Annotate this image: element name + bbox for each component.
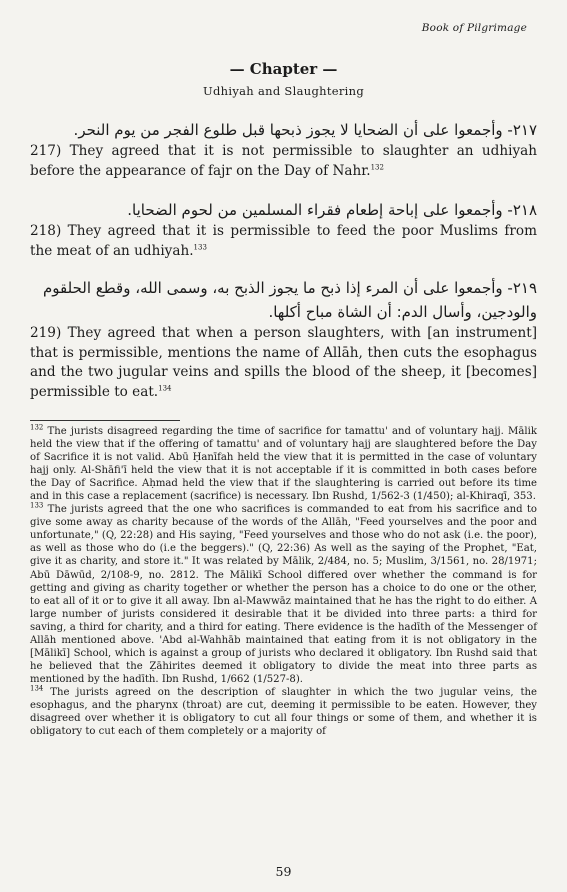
footnote-text: The jurists disagreed regarding the time of sacrifice for tamattu' and of voluntary hajj. Mālik held the view that if the offering of tamattu' and of voluntary hajj are slaughtered before the Day of Sacrifice it is not valid. Abū Ḥanīfah held the view that it is permitted in the case of voluntary hajj only. Al-Shāfi'ī held the view that it is not acceptable if it is committed in both cases before the Day of Sacrifice. Aḥmad held the view that if the slaughtering is carried out before its time and in this case a replacement (sacrifice) is necessary. Ibn Rushd, 1/562-3 (1/450); al-Khiraqī, 353. bbox=[30, 426, 537, 503]
page-number: 59 bbox=[275, 864, 292, 879]
footnote-divider bbox=[30, 420, 180, 421]
footnote-marker: 134 bbox=[158, 383, 172, 392]
arabic-text: ٢١٧- وأجمعوا على أن الضحايا لا يجوز ذبحها قبل طلوع الفجر من يوم النحر. bbox=[73, 121, 537, 139]
footnote-marker: 133 bbox=[193, 242, 207, 251]
footnote-number: 132 bbox=[30, 423, 44, 432]
english-sentence: 217) They agreed that it is not permissible to slaughter an udhiyah before the appearance of fajr on the Day of Nahr. bbox=[30, 143, 537, 179]
chapter-subtitle: Udhiyah and Slaughtering bbox=[203, 84, 364, 98]
entry-217 bbox=[30, 118, 537, 181]
chapter-heading: — Chapter — bbox=[229, 60, 338, 78]
footnote-number: 133 bbox=[30, 501, 44, 510]
footnote-text: The jurists agreed that the one who sacrifices is commanded to eat from his sacrifice and to give some away as charity because of the words of the Allāh, "Feed yourselves and the poor and unfortunate," (Q, 22:28) and His saying, "Feed yourselves and those who do not ask (i.e. the poor), as well as those who do (i.e the beggers)." (Q, 22:36) As well as the saying of the Prophet, "Eat, give it as charity, and store it." It was related by Mālik, 2/484, no. 5; Muslim, 3/1561, no. 28/1971; Abū Dāwūd, 2/108-9, no. 2812. The Mālikī School differed over whether the command is for getting and giving as charity together or whether the person has a choice to do one or the other, to eat all of it or to give it all away. Ibn al-Mawwāz maintained that he has the right to do either. A large number of jurists considered it desirable that it be divided into three parts: a third for saving, a third for charity, and a third for eating. There evidence is the hadīth of the Messenger of Allāh mentioned above. 'Abd al-Wahhāb maintained that eating from it is not obligatory in the [Mālikī] School, which is against a group of jurists who declared it obligatory. Ibn Rushd said that he believed that the Ẓāhirites deemed it obligatory to divide the meat into three parts as mentioned by the hadīth. Ibn Rushd, 1/662 (1/527-8). bbox=[30, 504, 537, 685]
english-text bbox=[30, 222, 537, 261]
entry-218 bbox=[30, 198, 537, 261]
running-head: Book of Pilgrimage bbox=[421, 22, 527, 34]
footnote bbox=[30, 686, 537, 738]
footnotes bbox=[30, 425, 537, 738]
english-text bbox=[30, 324, 537, 402]
english-sentence: 218) They agreed that it is permissible to feed the poor Muslims from the meat of an udhiyah. bbox=[30, 223, 537, 259]
entry-219 bbox=[30, 276, 537, 402]
footnote-text: The jurists agreed on the description of slaughter in which the two jugular veins, the esophagus, and the pharynx (throat) are cut, deeming it permissible to be eaten. However, they disagreed over whether it is obligatory to cut all four things or some of them, and whether it is obligatory to cut each of them completely or a majority of bbox=[30, 686, 537, 738]
footnote bbox=[30, 425, 537, 503]
footnote-number: 134 bbox=[30, 684, 44, 693]
arabic-text: ٢١٨- وأجمعوا على إباحة إطعام فقراء المسلمين من لحوم الضحايا. bbox=[127, 201, 537, 219]
english-sentence: 219) They agreed that when a person slaughters, with [an instrument] that is permissible, mentions the name of Allāh, then cuts the esophagus and the two jugular veins and spills the blood of the sheep, it [becomes] permissible to eat. bbox=[30, 325, 537, 400]
english-text bbox=[30, 142, 537, 181]
arabic-text: ٢١٩- وأجمعوا على أن المرء إذا ذبح ما يجوز الذبح به، وسمى الله، وقطع الحلقوم والودجين، وأسال الدم: أن الشاة مباح أكلها. bbox=[42, 279, 537, 321]
footnote bbox=[30, 503, 537, 686]
footnote-marker: 132 bbox=[370, 162, 384, 171]
